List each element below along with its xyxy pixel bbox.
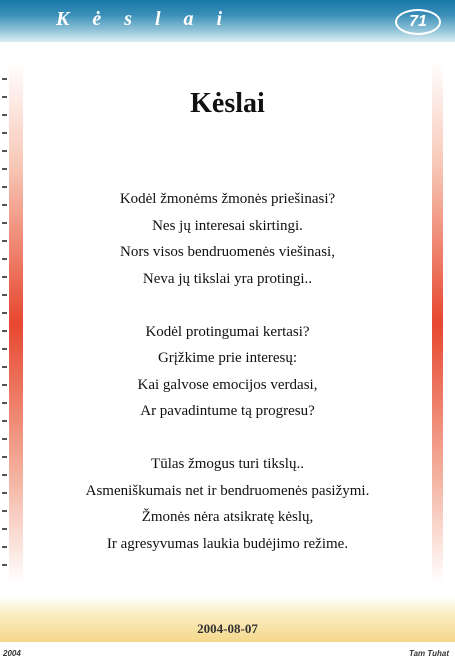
poem-line: Kodėl protingumai kertasi? (145, 323, 310, 340)
stanza-2 (0, 319, 455, 425)
poem-line: Nes jų interesai skirtingi. (152, 217, 303, 234)
page-title: Kėslai (190, 88, 265, 119)
page-number-badge: 71 (395, 9, 441, 35)
poem-line: Asmeniškumais net ir bendruomenės pasižymi. (85, 482, 370, 499)
poem-line: Nors visos bendruomenės viešinasi, (120, 244, 335, 260)
stanza-gap (0, 292, 455, 319)
poem-line: Ir agresyvumas laukia budėjimo režime. (106, 535, 349, 552)
stanza-1 (0, 186, 455, 292)
page-header (0, 0, 455, 42)
poem-line: Kodėl žmonėms žmonės priešinasi? (119, 191, 336, 207)
footer-year: 2004 (3, 649, 21, 658)
poem (0, 186, 455, 557)
footer-signature: Tam Tuhat (408, 649, 449, 658)
poem-line: Grįžkime prie interesų: (157, 350, 298, 366)
poem-line: Neva jų tikslai yra protingi.. (142, 270, 313, 287)
stanza-3 (0, 451, 455, 557)
poem-line: Ar pavadintume tą progresu? (140, 403, 315, 419)
poem-line: Kai galvose emocijos verdasi, (137, 376, 318, 393)
stanza-gap (0, 425, 455, 452)
poem-line: Žmonės nėra atsikratę kėslų, (141, 509, 314, 525)
document-date: 2004-08-07 (197, 621, 258, 636)
poem-line: Tūlas žmogus turi tikslų.. (151, 456, 304, 472)
header-title: K ė s l a i (56, 8, 232, 30)
